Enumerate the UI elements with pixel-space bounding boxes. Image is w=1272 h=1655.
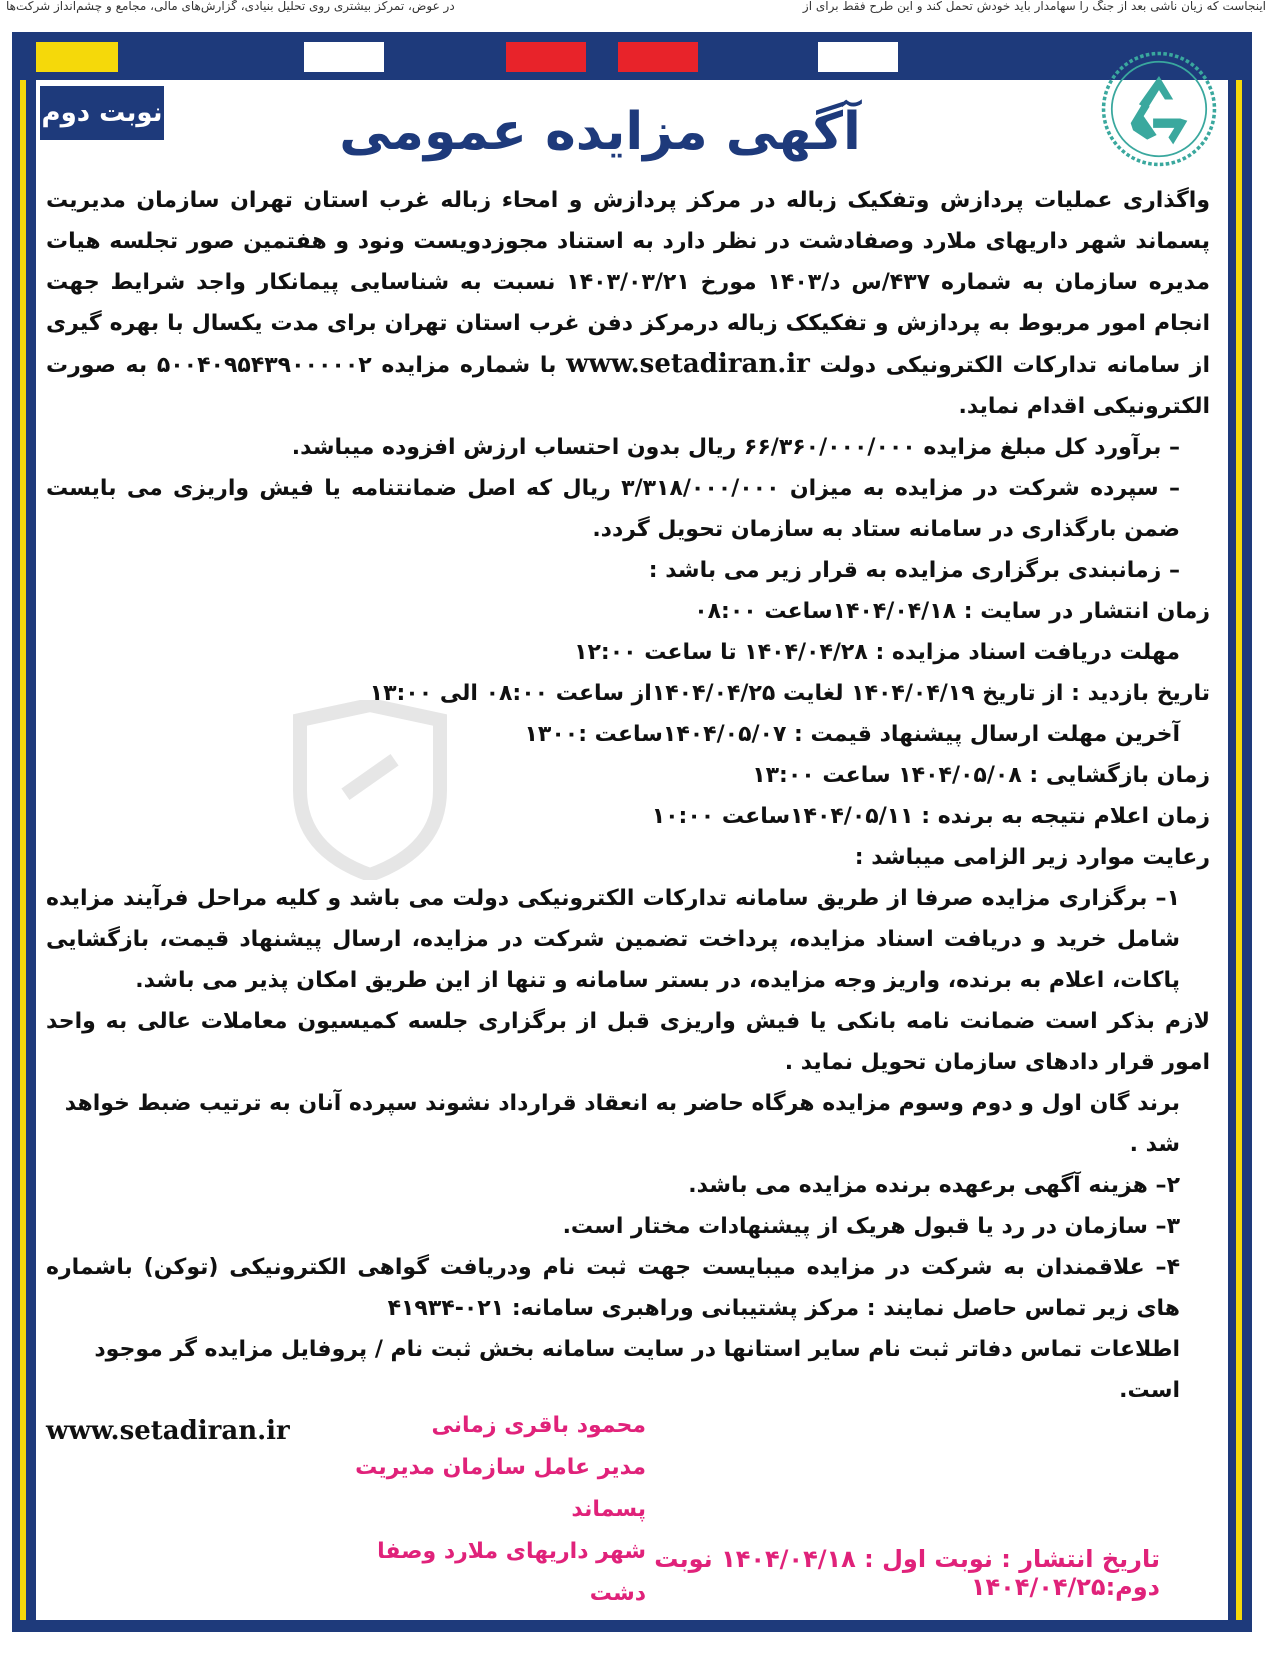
schedule-heading: – زمانبندی برگزاری مزایده به قرار زیر می باشد :: [648, 558, 1180, 583]
top-bar-white-2: [818, 42, 898, 72]
rules-heading: رعایت موارد زیر الزامی میباشد :: [854, 845, 1210, 870]
right-yellow-line: [1236, 80, 1242, 1620]
schedule-item: تاریخ بازدید : از تاریخ ۱۴۰۴/۰۴/۱۹ لغایت ۱۴۰۴/۰۴/۲۵از ساعت ۰۸:۰۰ الی ۱۳:۰۰: [369, 681, 1210, 706]
top-bar-yellow: [36, 42, 118, 72]
schedule-item: زمان اعلام نتیجه به برنده : ۱۴۰۴/۰۵/۱۱ساعت ۱۰:۰۰: [651, 804, 1210, 829]
deposit-line: – سپرده شرکت در مزایده به میزان ۳/۳۱۸/۰۰۰/۰۰۰ ریال که اصل ضمانتنامه یا فیش واریزی می بایست ضمن بارگذاری در سامانه ستاد به سازمان تحویل گردد.: [46, 476, 1181, 542]
rule-3: ۳– سازمان در رد یا قبول هریک از پیشنهادات مختار است.: [562, 1214, 1180, 1239]
notice-body: [46, 180, 1210, 1452]
schedule-item: زمان انتشار در سایت : ۱۴۰۴/۰۴/۱۸ساعت ۰۸:۰۰: [694, 599, 1210, 624]
top-bar-red-2: [618, 42, 698, 72]
second-notice-badge: نوبت دوم: [36, 82, 168, 144]
schedule-item: آخرین مهلت ارسال پیشنهاد قیمت : ۱۴۰۴/۰۵/۰۷ساعت :۱۳۰۰: [524, 722, 1180, 747]
guarantee-note: لازم بذکر است ضمانت نامه بانکی یا فیش واریزی قبل از برگزاری جلسه کمیسیون معاملات عالی به واحد امور قرار دادهای سازمان تحویل نماید .: [46, 1009, 1210, 1075]
intro-closing: با شماره مزایده ۵۰۰۴۰۹۵۴۳۹۰۰۰۰۰۲ به صورت الکترونیکی اقدام نماید.: [46, 353, 1210, 419]
signature-org: شهر داریهای ملارد وصفا دشت: [377, 1539, 646, 1606]
signature-role: مدیر عامل سازمان مدیریت پسماند: [355, 1455, 646, 1522]
top-strip-right: اینجاست که زیان ناشی بعد از جنگ را سهامدار باید خودش تحمل کند و این طرح فقط برای از: [802, 0, 1266, 13]
top-bar-red-1: [506, 42, 586, 72]
top-text-strip: [0, 0, 1272, 14]
contacts-note: اطلاعات تماس دفاتر ثبت نام سایر استانها در سایت سامانه بخش ثبت نام / پروفایل مزایده گر موجود است.: [94, 1337, 1180, 1403]
rule-4: ۴– علاقمندان به شرکت در مزایده میبایست جهت ثبت نام ودریافت گواهی الکترونیکی (توکن) باشماره های زیر تماس حاصل نمایند : مرکز پشتیبانی وراهبری سامانه: ۰۲۱-۴۱۹۳۴: [46, 1255, 1180, 1321]
intro-paragraph: [46, 180, 1210, 427]
top-strip-middle: در عوض، تمرکز بیشتری روی تحلیل بنیادی، گزارش‌های مالی، مجامع و چشم‌انداز شرکت‌ها: [6, 0, 455, 13]
estimate-line: – برآورد کل مبلغ مزایده ۶۶/۳۶۰/۰۰۰/۰۰۰ ریال بدون احتساب ارزش افزوده میباشد.: [291, 435, 1180, 460]
recycle-logo-icon: [1100, 50, 1218, 168]
winners-note: برند گان اول و دوم وسوم مزایده هرگاه حاضر به انعقاد قرارداد نشوند سپرده آنان به ترتیب ضبط خواهد شد .: [64, 1091, 1180, 1157]
intro-text: واگذاری عملیات پردازش وتفکیک زباله در مرکز پردازش و امحاء زباله غرب استان تهران سازمان مدیریت پسماند شهر داریهای ملارد وصفادشت در نظر دارد به استناد مجوزدویست ونود و هفتمین صور تجلسه هیات مدیره سازمان به شماره ۴۳۷/س د/۱۴۰۳ مورخ ۱۴۰۳/۰۳/۲۱ نسبت به شناسایی پیمانکار واجد شرایط جهت انجام امور مربوط به پردازش و تفکیکک زباله درمرکز دفن غرب استان تهران برای مدت یکسال با بهره گیری از سامانه تدارکات الکترونیکی دولت: [46, 188, 1210, 378]
schedule-item: مهلت دریافت اسناد مزایده : ۱۴۰۴/۰۴/۲۸ تا ساعت ۱۲:۰۰: [574, 640, 1180, 665]
left-yellow-line: [20, 80, 26, 1620]
intro-url-link[interactable]: www.setadiran.ir: [566, 349, 810, 379]
rule-1: ۱– برگزاری مزایده صرفا از طریق سامانه تدارکات الکترونیکی دولت می باشد و کلیه مراحل فرآیند مزایده شامل خرید و دریافت اسناد مزایده، پرداخت تضمین شرکت در مزایده، ارسال پیشنهاد قیمت، بازگشایی پاکات، اعلام به برنده، واریز وجه مزایده، در بستر سامانه و تنها از این طریق امکان پذیر می باشد.: [46, 886, 1180, 993]
page-title: آگهی مزایده عمومی: [339, 102, 861, 162]
footer-url-link[interactable]: www.setadiran.ir: [46, 1416, 290, 1446]
top-bar-white-1: [304, 42, 384, 72]
publication-dates: تاریخ انتشار : نوبت اول : ۱۴۰۴/۰۴/۱۸ نوبت دوم:۱۴۰۴/۰۴/۲۵: [654, 1545, 1160, 1601]
schedule-item: زمان بازگشایی : ۱۴۰۴/۰۵/۰۸ ساعت ۱۳:۰۰: [752, 763, 1210, 788]
rule-2: ۲– هزینه آگهی برعهده برنده مزایده می باشد.: [688, 1173, 1180, 1198]
signature-name: محمود باقری زمانی: [431, 1413, 646, 1438]
